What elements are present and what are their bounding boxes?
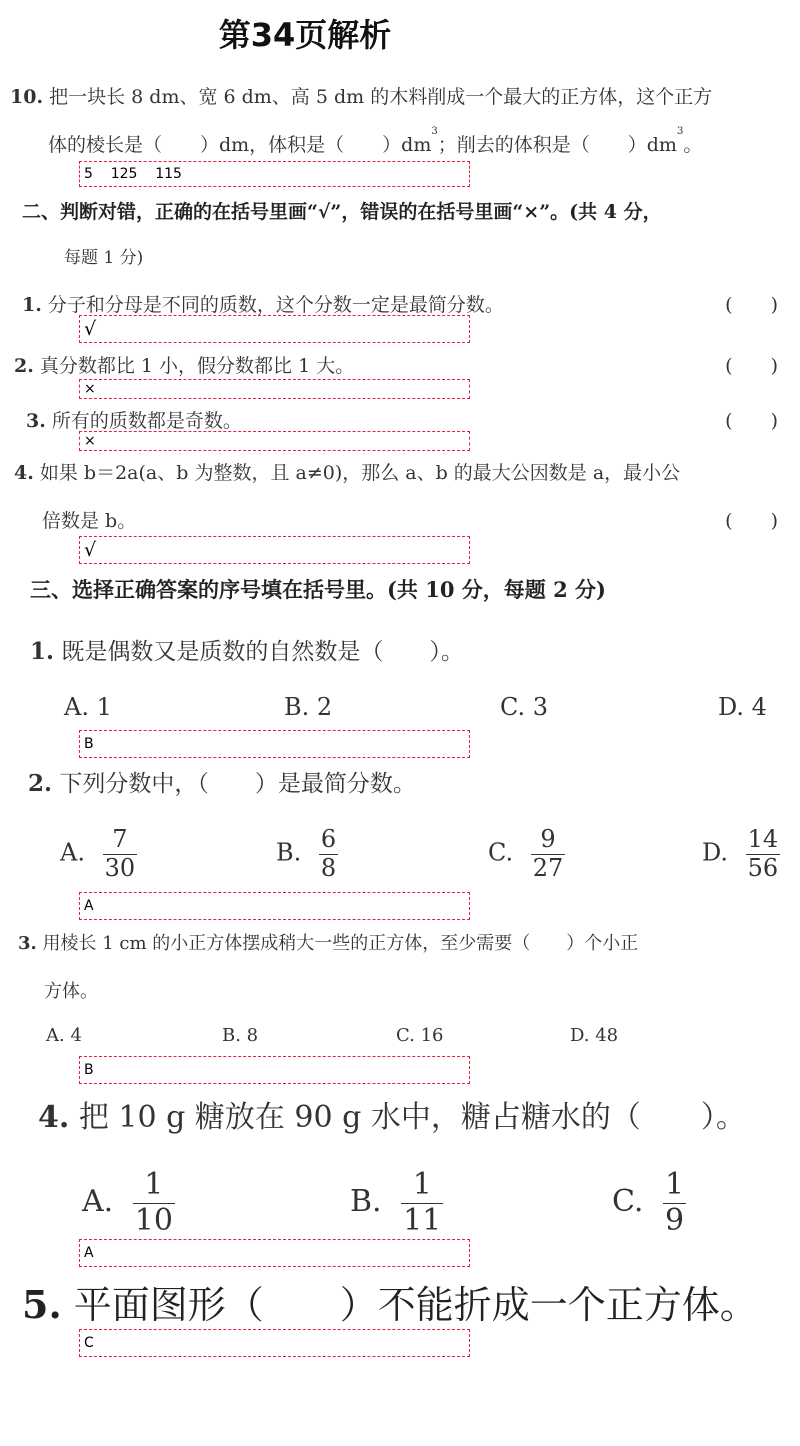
choice-q4 [38, 1092, 746, 1136]
item-number: 3. [26, 410, 46, 432]
answer-text: A [84, 1245, 94, 1261]
page-title: 第34页解析 [218, 16, 392, 54]
answer-paren: ( ) [725, 410, 778, 432]
answer-box [79, 315, 470, 343]
choice-q2 [28, 765, 416, 798]
fraction [746, 826, 781, 882]
item-text: 真分数都比 1 小，假分数都比 1 大。 [39, 355, 355, 377]
denominator: 27 [532, 853, 564, 882]
judge-item-4 [14, 458, 680, 485]
numerator: 7 [112, 825, 128, 853]
denominator: 8 [320, 853, 337, 882]
option-label: A. [60, 838, 85, 867]
fraction [531, 826, 566, 882]
answer-paren: ( ) [725, 355, 778, 377]
option-c: C. 16 [396, 1025, 444, 1046]
judge-item-2 [14, 351, 354, 378]
option-a [60, 826, 137, 882]
choice-q5 [22, 1274, 758, 1329]
option-b: B. 8 [222, 1025, 259, 1046]
judge-item-1 [22, 290, 504, 317]
item-text: 所有的质数都是奇数。 [51, 410, 242, 432]
item-number: 5. [22, 1282, 62, 1327]
answer-text: 5 125 115 [84, 166, 182, 182]
denominator: 10 [134, 1202, 173, 1238]
answer-text: × [84, 433, 96, 449]
superscript-3: 3 [431, 126, 438, 137]
option-label: A. [82, 1184, 114, 1219]
fraction [319, 826, 338, 882]
item-text: 平面图形（ ）不能折成一个正方体。 [73, 1283, 758, 1327]
choice-q1 [30, 633, 464, 666]
fraction [401, 1168, 443, 1238]
option-d: D. 4 [718, 693, 767, 721]
denominator: 30 [104, 853, 136, 882]
item-text: 如果 b＝2a(a、b 为整数，且 a≠0)，那么 a、b 的最大公因数是 a，最小公 [39, 462, 681, 484]
item-text: 既是偶数又是质数的自然数是（ ）。 [61, 639, 464, 665]
section3-heading: 三、选择正确答案的序号填在括号里。(共 10 分，每题 2 分) [30, 577, 606, 602]
option-c [488, 826, 565, 882]
item-text: 用棱长 1 cm 的小正方体摆成稍大一些的正方体，至少需要（ ）个小正 [42, 933, 639, 954]
option-label: B. [350, 1184, 382, 1219]
numerator: 1 [664, 1167, 685, 1202]
answer-paren: ( ) [725, 510, 778, 532]
answer-text: √ [84, 317, 97, 340]
option-label: B. [276, 838, 302, 867]
q10-text-c: 。 [683, 134, 703, 156]
q10-line2 [48, 126, 703, 157]
option-b: B. 2 [284, 693, 333, 721]
option-a: A. 4 [46, 1025, 82, 1046]
option-c [612, 1168, 686, 1238]
answer-box [79, 730, 470, 758]
answer-box [79, 1239, 470, 1267]
fraction [663, 1168, 686, 1238]
fraction [103, 826, 138, 882]
answer-text: √ [84, 538, 97, 561]
q10-text-a: 体的棱长是（ ）dm，体积是（ ）dm [48, 134, 432, 156]
denominator: 11 [403, 1202, 442, 1238]
option-label: D. [702, 838, 729, 867]
option-c: C. 3 [500, 693, 549, 721]
answer-text: × [84, 381, 96, 397]
option-d [702, 826, 780, 882]
superscript-3: 3 [676, 126, 684, 137]
answer-box [79, 431, 470, 451]
fraction [133, 1168, 175, 1238]
answer-text: C [84, 1335, 94, 1351]
denominator: 56 [747, 853, 779, 882]
q10-text-b: ；削去的体积是（ ）dm [437, 134, 677, 156]
option-d: D. 48 [570, 1025, 619, 1046]
answer-text: A [84, 898, 94, 914]
item-number: 2. [14, 355, 34, 377]
choice-q3 [18, 929, 638, 955]
numerator: 14 [747, 825, 779, 853]
numerator: 9 [540, 825, 556, 853]
item-number: 4. [14, 462, 34, 484]
answer-box [79, 1056, 470, 1084]
answer-box [79, 379, 470, 399]
answer-paren: ( ) [725, 294, 778, 316]
option-a: A. 1 [64, 693, 112, 721]
section2-heading-cont: 每题 1 分) [64, 248, 144, 268]
answer-text: B [84, 736, 94, 752]
answer-box [79, 892, 470, 920]
item-number: 1. [30, 638, 55, 665]
item-number: 1. [22, 294, 42, 316]
numerator: 1 [412, 1167, 432, 1202]
q10-line1 [10, 82, 712, 109]
item-text: 把 10 g 糖放在 90 g 水中，糖占糖水的（ ）。 [78, 1100, 746, 1135]
q10-number: 10. [10, 86, 44, 108]
item-text: 分子和分母是不同的质数，这个分数一定是最简分数。 [47, 294, 504, 316]
numerator: 1 [144, 1167, 164, 1202]
item-number: 4. [38, 1100, 70, 1135]
answer-box [79, 161, 470, 187]
item-text: 下列分数中，（ ）是最简分数。 [59, 771, 416, 797]
option-b [350, 1168, 443, 1238]
q10-text-line1: 把一块长 8 dm、宽 6 dm、高 5 dm 的木料削成一个最大的正方体，这个正方 [49, 86, 713, 108]
option-label: C. [488, 838, 514, 867]
judge-item-4-cont: 倍数是 b。 [42, 510, 137, 532]
judge-item-3 [26, 406, 242, 433]
section2-heading: 二、判断对错，正确的在括号里画“√”，错误的在括号里画“×”。(共 4 分， [22, 201, 662, 223]
answer-text: B [84, 1062, 94, 1078]
numerator: 6 [320, 825, 337, 853]
answer-box [79, 536, 470, 564]
option-label: C. [612, 1184, 644, 1219]
denominator: 9 [664, 1202, 685, 1238]
item-number: 3. [18, 933, 37, 954]
choice-q3-cont: 方体。 [44, 981, 98, 1002]
option-a [82, 1168, 175, 1238]
item-number: 2. [28, 770, 53, 797]
answer-box [79, 1329, 470, 1357]
option-b [276, 826, 338, 882]
